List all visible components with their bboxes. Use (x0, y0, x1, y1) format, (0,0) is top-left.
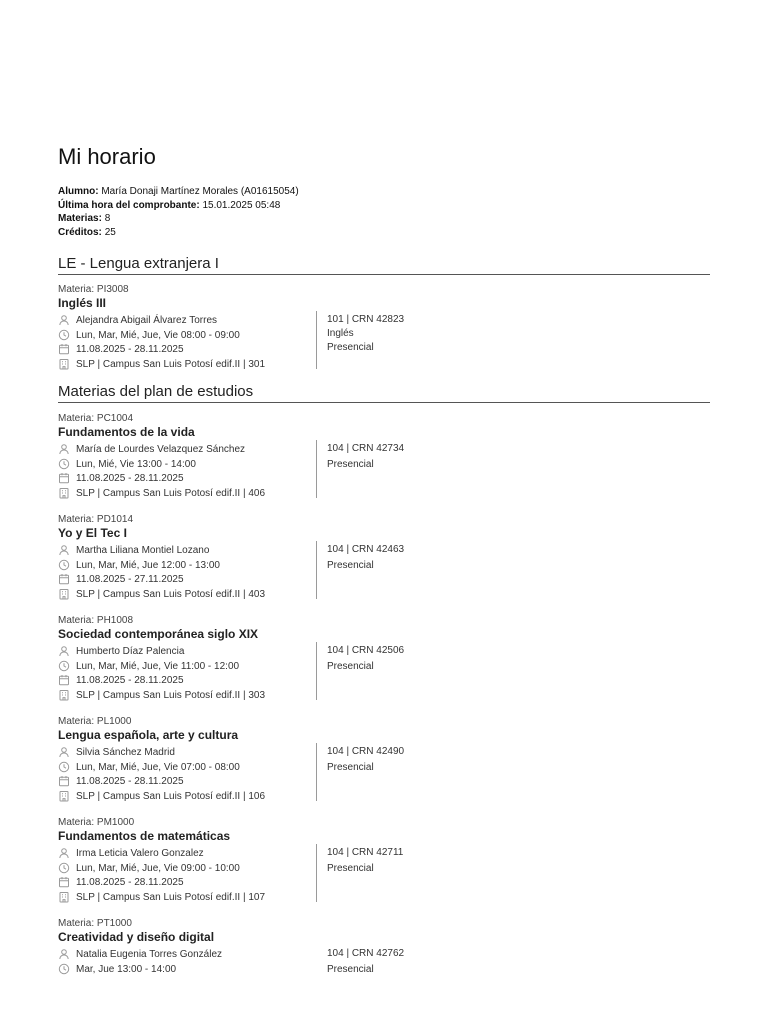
clock-icon (58, 329, 70, 341)
building-icon (58, 588, 70, 600)
teacher-name: Humberto Díaz Palencia (76, 645, 185, 657)
ultima-label: Última hora del comprobante: (58, 199, 200, 211)
clock-icon (58, 660, 70, 672)
creditos-label: Créditos: (58, 226, 102, 238)
schedule-row (58, 962, 176, 976)
materias-value: 8 (104, 213, 111, 225)
calendar-icon (58, 573, 70, 585)
teacher-row (58, 745, 175, 759)
dates-row (58, 572, 184, 586)
course-name: Sociedad contemporánea siglo XIX (58, 627, 259, 641)
modality: Presencial (327, 560, 374, 571)
dates-text: 11.08.2025 - 28.11.2025 (76, 775, 184, 787)
calendar-icon (58, 674, 70, 686)
building-icon (58, 358, 70, 370)
schedule-text: Lun, Mar, Mié, Jue, Vie 08:00 - 09:00 (76, 329, 240, 341)
course-card (58, 615, 710, 700)
schedule-row (58, 457, 196, 471)
section-title: LE - Lengua extranjera I (58, 255, 710, 275)
course-card (58, 413, 710, 498)
building-icon (58, 487, 70, 499)
group-crn: 104 | CRN 42506 (327, 645, 405, 656)
dates-row (58, 673, 184, 687)
ultima-value: 15.01.2025 05:48 (202, 199, 281, 211)
timestamp-row (58, 199, 299, 213)
student-row (58, 185, 299, 199)
location-row (58, 890, 265, 904)
teacher-name: Natalia Eugenia Torres González (76, 948, 223, 960)
teacher-row (58, 543, 209, 557)
building-icon (58, 891, 70, 903)
person-icon (58, 746, 70, 758)
group-crn: 104 | CRN 42711 (327, 847, 404, 858)
clock-icon (58, 559, 70, 571)
dates-row (58, 471, 184, 485)
modality: Presencial (327, 762, 374, 773)
dates-text: 11.08.2025 - 28.11.2025 (76, 472, 184, 484)
schedule-text: Lun, Mié, Vie 13:00 - 14:00 (76, 458, 196, 470)
materias-row (58, 212, 299, 226)
calendar-icon (58, 876, 70, 888)
schedule-row (58, 760, 240, 774)
course-name: Creatividad y diseño digital (58, 930, 215, 944)
clock-icon (58, 761, 70, 773)
course-code: Materia: PL1000 (58, 716, 132, 727)
course-card (58, 514, 710, 599)
teacher-name: Martha Liliana Montiel Lozano (76, 544, 210, 556)
teacher-row (58, 846, 204, 860)
course-name: Fundamentos de matemáticas (58, 829, 231, 843)
modality: Presencial (327, 342, 374, 353)
creditos-value: 25 (104, 226, 116, 238)
building-icon (58, 689, 70, 701)
dates-row (58, 875, 184, 889)
dates-text: 11.08.2025 - 28.11.2025 (76, 674, 184, 686)
person-icon (58, 645, 70, 657)
course-name: Inglés III (58, 296, 107, 310)
modality: Presencial (327, 863, 374, 874)
person-icon (58, 314, 70, 326)
teacher-name: Alejandra Abigail Álvarez Torres (76, 314, 218, 326)
location-text: SLP | Campus San Luis Potosí edif.II | 301 (76, 358, 266, 370)
location-text: SLP | Campus San Luis Potosí edif.II | 406 (76, 487, 266, 499)
location-row (58, 587, 265, 601)
group-crn: 104 | CRN 42762 (327, 948, 405, 959)
teacher-name: María de Lourdes Velazquez Sánchez (76, 443, 245, 455)
section-title: Materias del plan de estudios (58, 383, 710, 403)
schedule-row (58, 558, 220, 572)
teacher-name: Irma Leticia Valero Gonzalez (76, 847, 204, 859)
location-row (58, 688, 265, 702)
course-code: Materia: PH1008 (58, 615, 134, 626)
calendar-icon (58, 472, 70, 484)
clock-icon (58, 862, 70, 874)
course-code: Materia: PI3008 (58, 284, 129, 295)
clock-icon (58, 963, 70, 975)
location-text: SLP | Campus San Luis Potosí edif.II | 403 (76, 588, 266, 600)
clock-icon (58, 458, 70, 470)
schedule-text: Lun, Mar, Mié, Jue, Vie 07:00 - 08:00 (76, 761, 240, 773)
teacher-row (58, 442, 245, 456)
person-icon (58, 847, 70, 859)
dates-text: 11.08.2025 - 28.11.2025 (76, 343, 184, 355)
course-name: Lengua española, arte y cultura (58, 728, 239, 742)
location-text: SLP | Campus San Luis Potosí edif.II | 106 (76, 790, 266, 802)
schedule-text: Lun, Mar, Mié, Jue, Vie 09:00 - 10:00 (76, 862, 240, 874)
dates-text: 11.08.2025 - 28.11.2025 (76, 876, 184, 888)
schedule-row (58, 861, 240, 875)
location-row (58, 486, 265, 500)
group-crn: 101 | CRN 42823 (327, 314, 405, 325)
creditos-row (58, 226, 299, 240)
course-card (58, 716, 710, 801)
teacher-name: Silvia Sánchez Madrid (76, 746, 175, 758)
schedule-text: Lun, Mar, Mié, Jue 12:00 - 13:00 (76, 559, 220, 571)
schedule-row (58, 659, 239, 673)
location-row (58, 357, 265, 371)
schedule-text: Lun, Mar, Mié, Jue, Vie 11:00 - 12:00 (76, 660, 240, 672)
page-title: Mi horario (58, 144, 156, 169)
student-info (58, 185, 299, 239)
location-text: SLP | Campus San Luis Potosí edif.II | 107 (76, 891, 266, 903)
schedule-text: Mar, Jue 13:00 - 14:00 (76, 963, 177, 975)
course-card (58, 284, 710, 369)
location-text: SLP | Campus San Luis Potosí edif.II | 303 (76, 689, 266, 701)
alumno-value: María Donaji Martínez Morales (A01615054) (101, 186, 299, 197)
dates-row (58, 774, 184, 788)
modality: Presencial (327, 459, 374, 470)
group-crn: 104 | CRN 42490 (327, 746, 405, 757)
dates-row (58, 342, 184, 356)
course-code: Materia: PM1000 (58, 817, 135, 828)
materias-label: Materias: (58, 213, 102, 225)
language: Inglés (327, 328, 354, 339)
modality: Presencial (327, 964, 374, 975)
person-icon (58, 948, 70, 960)
group-crn: 104 | CRN 42734 (327, 443, 405, 454)
person-icon (58, 443, 70, 455)
teacher-row (58, 644, 184, 658)
group-crn: 104 | CRN 42463 (327, 544, 405, 555)
course-code: Materia: PD1014 (58, 514, 134, 525)
modality: Presencial (327, 661, 374, 672)
alumno-label: Alumno: (58, 186, 99, 197)
dates-text: 11.08.2025 - 27.11.2025 (76, 573, 184, 585)
teacher-row (58, 313, 217, 327)
calendar-icon (58, 775, 70, 787)
course-card (58, 817, 710, 902)
course-card (58, 918, 710, 981)
course-name: Yo y El Tec I (58, 526, 127, 540)
course-code: Materia: PC1004 (58, 413, 134, 424)
course-name: Fundamentos de la vida (58, 425, 195, 439)
building-icon (58, 790, 70, 802)
calendar-icon (58, 343, 70, 355)
teacher-row (58, 947, 222, 961)
person-icon (58, 544, 70, 556)
course-code: Materia: PT1000 (58, 918, 132, 929)
schedule-row (58, 328, 240, 342)
location-row (58, 789, 265, 803)
